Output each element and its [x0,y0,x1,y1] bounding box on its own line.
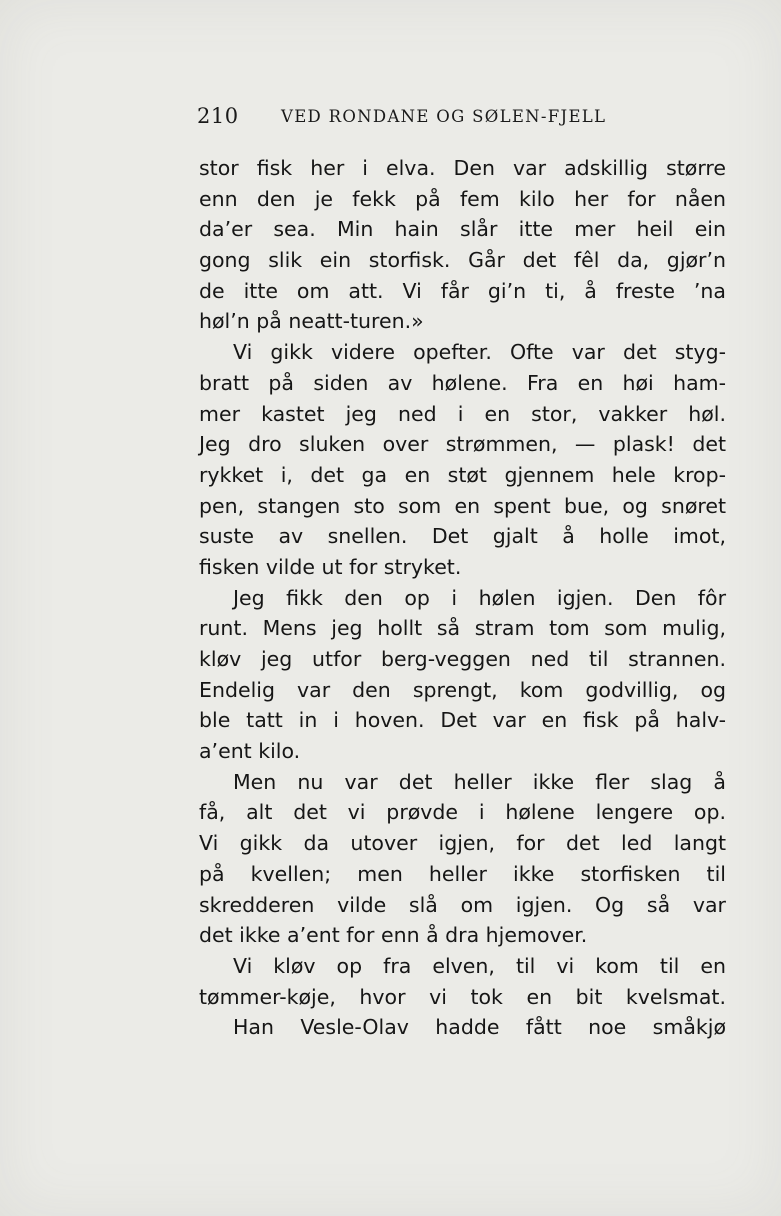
text-line: Endelig var den sprengt, kom godvillig, og [199,677,726,702]
text-line: pen, stangen sto som en spent bue, og snøret [199,493,726,518]
text-line: a’ent kilo. [199,739,301,764]
text-line: rykket i, det ga en støt gjennem hele krop- [199,462,726,487]
text-line: høl’n på neatt-turen.» [199,309,424,334]
text-line: enn den je fekk på fem kilo her for nåen [199,186,726,211]
text-line: Men nu var det heller ikke fler slag å [233,769,726,794]
text-line: tømmer-køje, hvor vi tok en bit kvelsmat. [199,984,726,1009]
text-line: skredderen vilde slå om igjen. Og så var [199,892,726,917]
text-line: mer kastet jeg ned i en stor, vakker høl. [199,401,726,426]
text-line: ble tatt in i hoven. Det var en fisk på halv- [199,708,726,733]
text-line: bratt på siden av hølene. Fra en høi ham- [199,370,726,395]
text-line: Vi gikk videre opefter. Ofte var det styg- [233,340,726,365]
text-line: Vi kløv op fra elven, til vi kom til en [233,953,726,978]
text-line: Vi gikk da utover igjen, for det led langt [199,831,726,856]
text-line: suste av snellen. Det gjalt å holle imot, [199,524,726,549]
text-line: gong slik ein storfisk. Går det fêl da, gjør’n [199,248,726,273]
text-line: fisken vilde ut for stryket. [199,554,462,579]
page-number: 210 [197,104,239,128]
text-line: runt. Mens jeg hollt så stram tom som mulig, [199,616,726,641]
text-line: Han Vesle-Olav hadde fått noe småkjø [233,1015,726,1040]
text-line: på kvellen; men heller ikke storfisken til [199,861,726,886]
text-line: Jeg dro sluken over strømmen, — plask! det [199,432,726,457]
text-line: få, alt det vi prøvde i hølene lengere op. [199,800,726,825]
text-line: da’er sea. Min hain slår itte mer heil ein [199,217,726,242]
text-line: det ikke a’ent for enn å dra hjemover. [199,923,588,948]
text-line: kløv jeg utfor berg-veggen ned til strannen. [199,647,726,671]
text-line: Jeg fikk den op i hølen igjen. Den fôr [233,585,726,610]
running-title: VED RONDANE OG SØLEN-FJELL [281,107,607,126]
text-line: de itte om att. Vi får gi’n ti, å freste ’na [199,278,726,303]
body-text [199,153,726,1043]
text-line: stor fisk her i elva. Den var adskillig større [199,156,726,180]
